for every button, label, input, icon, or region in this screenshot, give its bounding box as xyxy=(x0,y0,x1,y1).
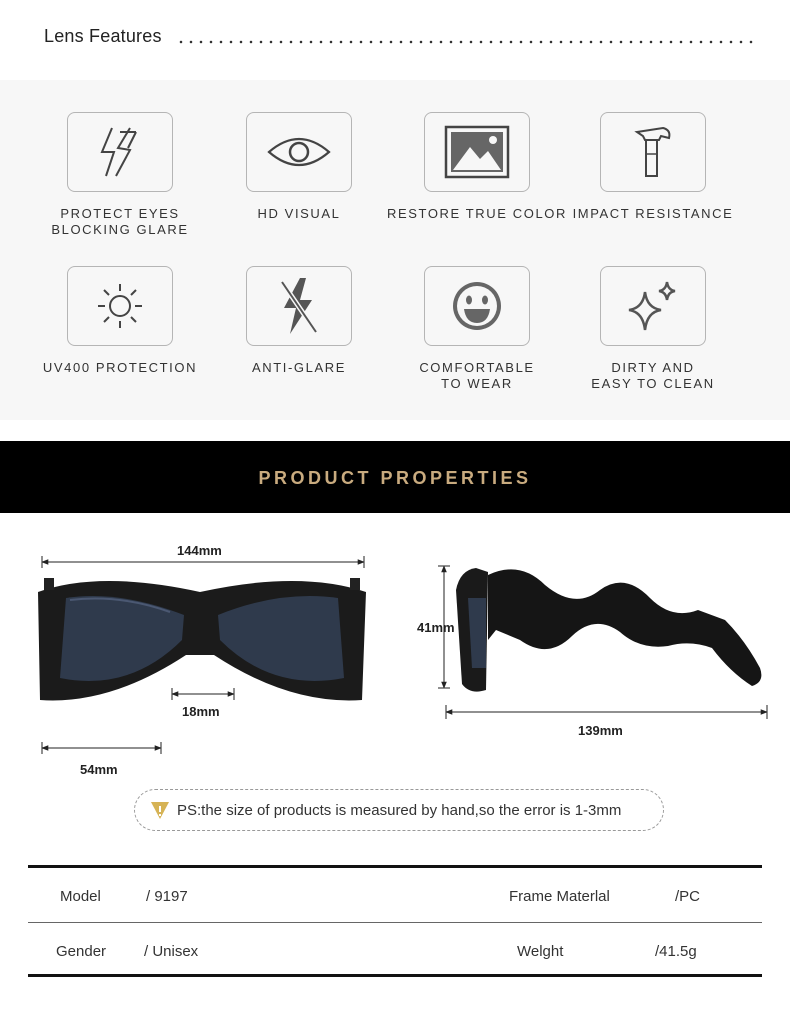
side-view-glasses xyxy=(456,568,761,692)
gender-label: Gender xyxy=(56,943,107,960)
material-label: Frame Materlal xyxy=(509,888,610,905)
spec-row xyxy=(28,922,762,975)
model-label: Model xyxy=(60,888,101,905)
feature-label: RESTORE TRUE COLOR xyxy=(386,206,567,221)
temple-length-label: 139mm xyxy=(578,723,623,738)
feature-label: PROTECT EYES BLOCKING GLARE xyxy=(51,206,189,237)
banner-title: PRODUCT PROPERTIES xyxy=(258,468,532,488)
feature-label: IMPACT RESISTANCE xyxy=(572,206,734,221)
front-view-glasses xyxy=(38,578,366,700)
bridge-width-label: 18mm xyxy=(182,704,220,719)
lens-width-label: 54mm xyxy=(80,762,118,777)
weight-value: /41.5g xyxy=(655,943,697,960)
feature-label: UV400 PROTECTION xyxy=(42,360,198,375)
material-value: /PC xyxy=(675,888,701,905)
frame-width-label: 144mm xyxy=(177,543,222,558)
lens-height-label: 41mm xyxy=(417,620,455,635)
spec-table xyxy=(28,865,762,977)
feature-label: COMFORTABLE TO WEAR xyxy=(419,360,535,391)
model-value: / 9197 xyxy=(146,888,188,905)
note-text: PS:the size of products is measured by hand,so the error is 1-3mm xyxy=(177,802,622,819)
weight-label: Welght xyxy=(517,943,564,960)
feature-label: DIRTY AND EASY TO CLEAN xyxy=(591,360,715,391)
spec-row xyxy=(28,868,762,921)
feature-label: HD VISUAL xyxy=(257,206,341,221)
feature-label: ANTI-GLARE xyxy=(251,360,346,375)
warning-icon xyxy=(149,799,171,821)
gender-value: / Unisex xyxy=(144,943,199,960)
lens-features-title: Lens Features xyxy=(44,26,162,46)
measurement-note xyxy=(134,789,664,831)
